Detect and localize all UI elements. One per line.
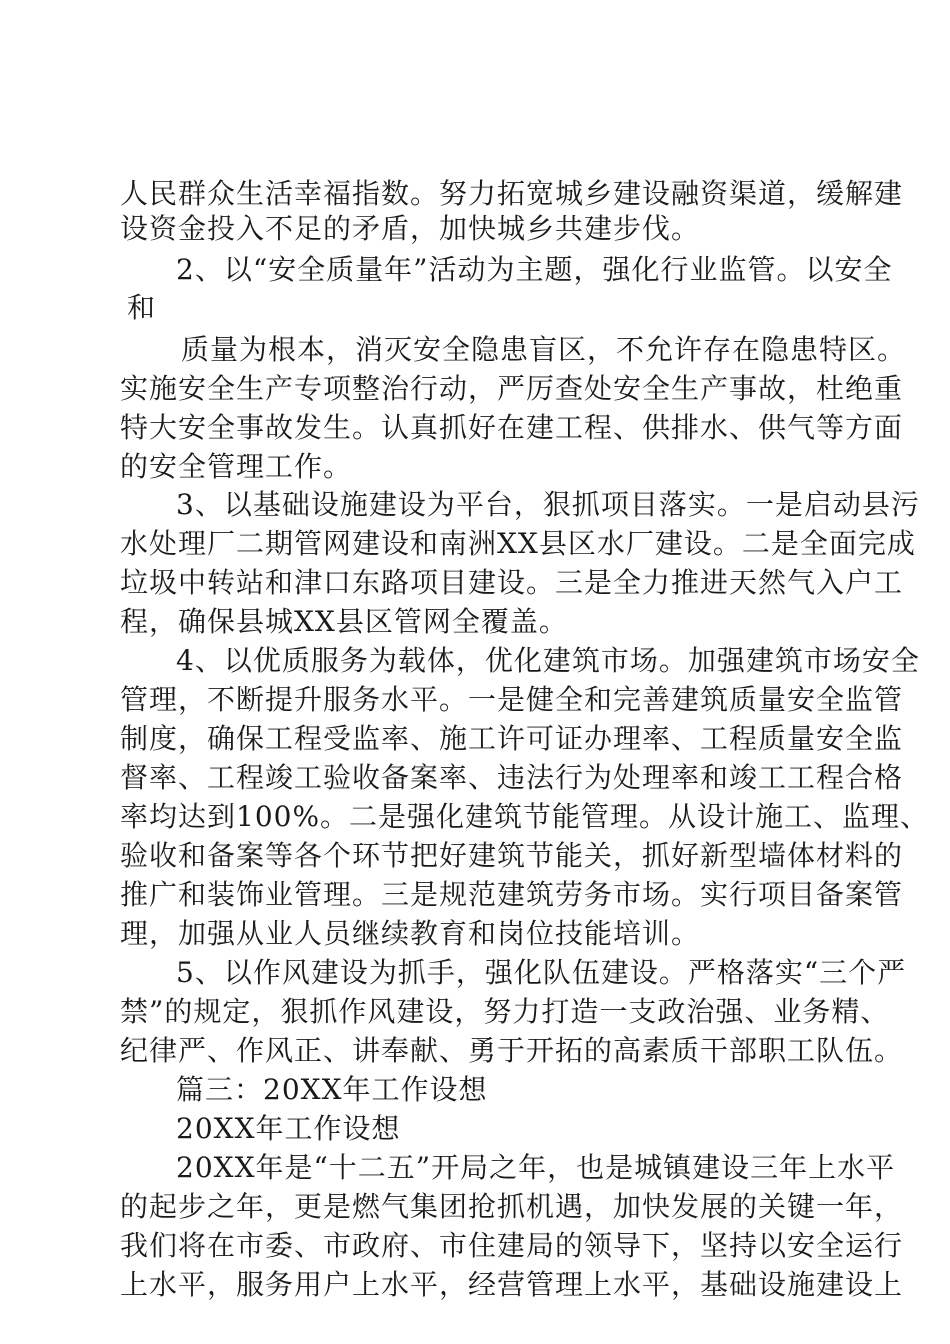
text-line: 的安全管理工作。 — [120, 450, 353, 483]
text-line: 人民群众生活幸福指数。努力拓宽城乡建设融资渠道，缓解建 — [120, 177, 904, 210]
document-title: 20XX年工作设想 — [176, 1112, 401, 1145]
text-line: 我们将在市委、市政府、市住建局的领导下，坚持以安全运行 — [120, 1229, 904, 1262]
text-line: 理，加强从业人员继续教育和岗位技能培训。 — [120, 917, 701, 950]
text-line: 20XX年是“十二五”开局之年，也是城镇建设三年上水平 — [176, 1151, 896, 1184]
text-line: 2、以“安全质量年”活动为主题，强化行业监管。以安全 — [176, 253, 893, 286]
text-line: 推广和装饰业管理。三是规范建筑劳务市场。实行项目备案管 — [120, 878, 904, 911]
text-line: 管理，不断提升服务水平。一是健全和完善建筑质量安全监管 — [120, 683, 904, 716]
text-line: 垃圾中转站和津口东路项目建设。三是全力推进天然气入户工 — [120, 566, 904, 599]
text-line: 特大安全事故发生。认真抓好在建工程、供排水、供气等方面 — [120, 411, 904, 444]
text-line: 禁”的规定，狠抓作风建设，努力打造一支政治强、业务精、 — [120, 995, 890, 1028]
text-line: 纪律严、作风正、讲奉献、勇于开拓的高素质干部职工队伍。 — [120, 1034, 904, 1067]
section-heading: 篇三：20XX年工作设想 — [176, 1073, 488, 1106]
text-line: 质量为根本，消灭安全隐患盲区，不允许存在隐患特区。 — [181, 333, 907, 366]
text-line: 实施安全生产专项整治行动，严厉查处安全生产事故，杜绝重 — [120, 372, 904, 405]
text-line: 上水平，服务用户上水平，经营管理上水平，基础设施建设上 — [120, 1268, 904, 1301]
text-line: 4、以优质服务为载体，优化建筑市场。加强建筑市场安全 — [176, 644, 920, 677]
text-line: 督率、工程竣工验收备案率、违法行为处理率和竣工工程合格 — [120, 761, 904, 794]
text-line: 和 — [127, 291, 157, 324]
text-line: 程，确保县城XX县区管网全覆盖。 — [120, 605, 568, 638]
text-line: 3、以基础设施建设为平台，狠抓项目落实。一是启动县污 — [176, 488, 920, 521]
text-line: 率均达到100%。二是强化建筑节能管理。从设计施工、监理、 — [120, 800, 930, 833]
text-line: 5、以作风建设为抓手，强化队伍建设。严格落实“三个严 — [176, 956, 907, 989]
text-line: 水处理厂二期管网建设和南洲XX县区水厂建设。二是全面完成 — [120, 527, 916, 560]
text-line: 设资金投入不足的矛盾，加快城乡共建步伐。 — [120, 212, 701, 245]
text-line: 验收和备案等各个环节把好建筑节能关，抓好新型墙体材料的 — [120, 839, 904, 872]
text-line: 制度，确保工程受监率、施工许可证办理率、工程质量安全监 — [120, 722, 904, 755]
text-line: 的起步之年，更是燃气集团抢抓机遇，加快发展的关键一年， — [120, 1190, 904, 1223]
